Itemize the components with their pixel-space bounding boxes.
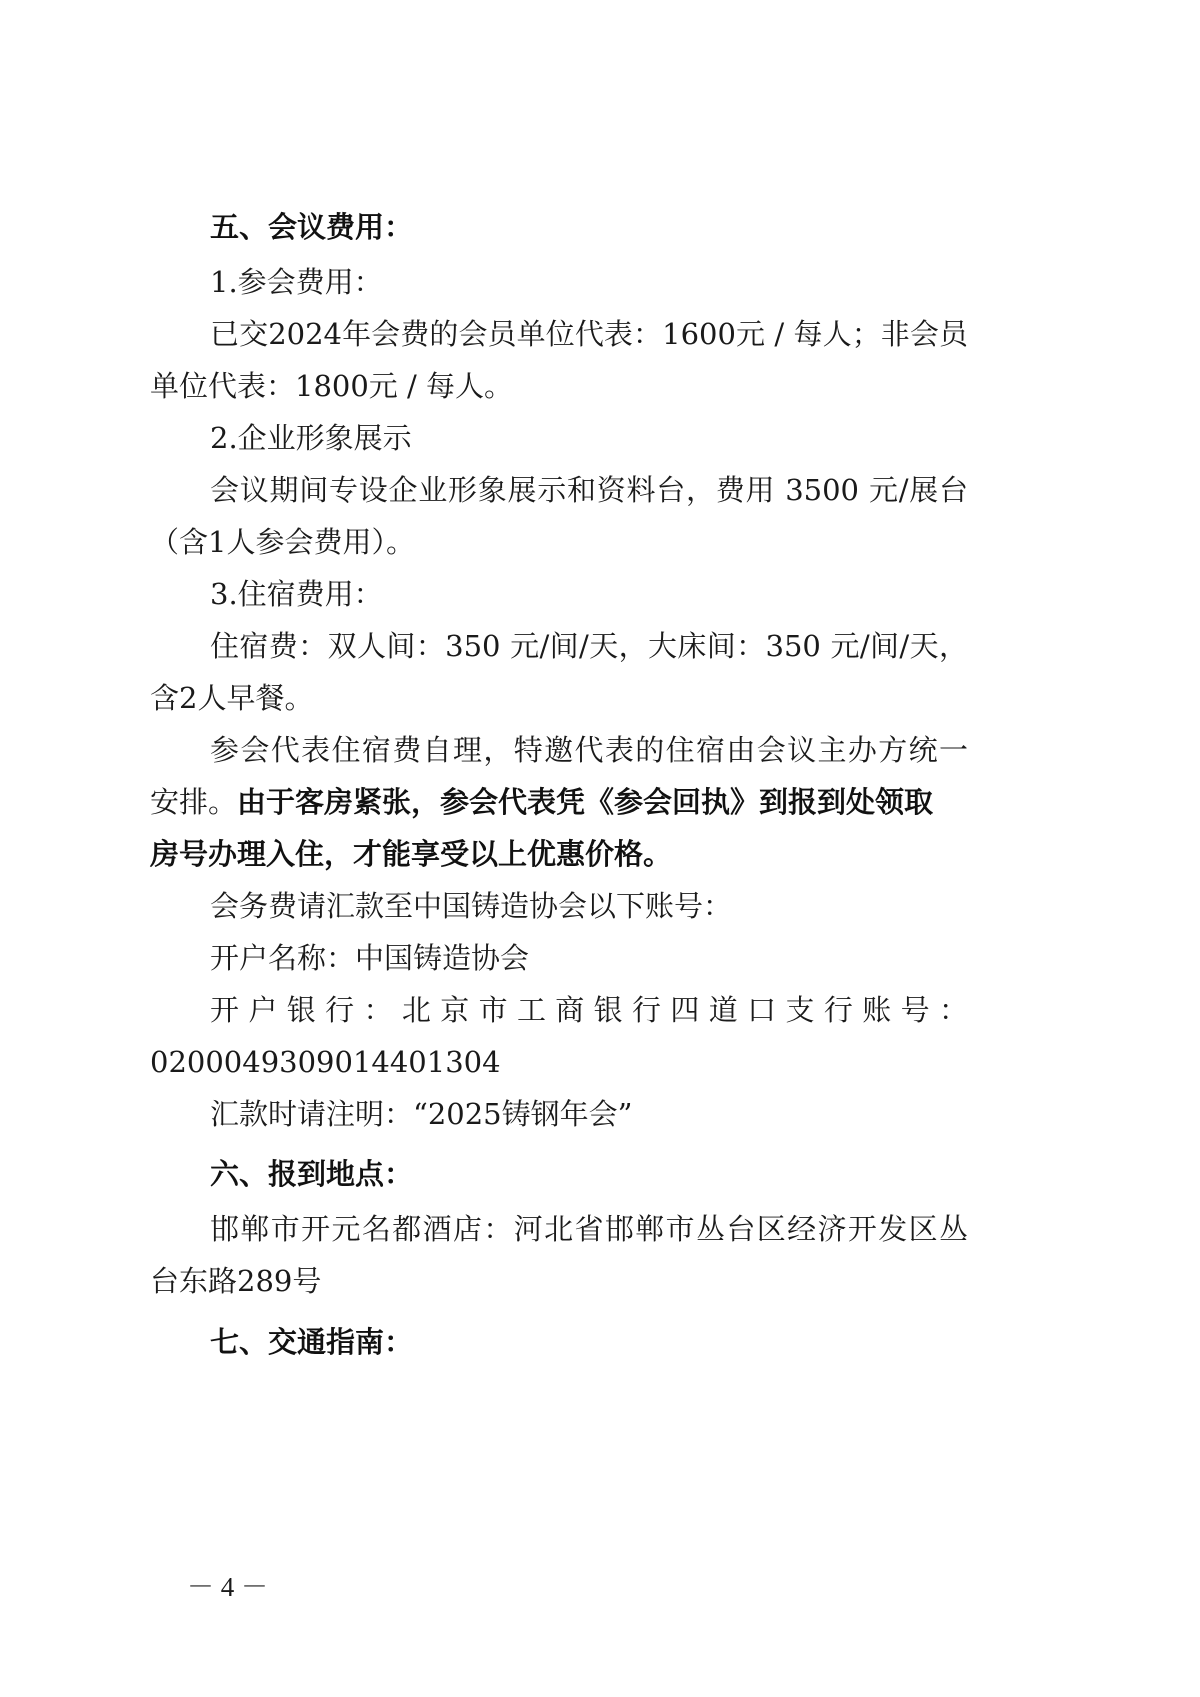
section6-heading: 六、报到地点： (210, 1157, 414, 1191)
page-number: － 4 － (187, 1572, 268, 1602)
item1-title: 1.参会费用： (210, 265, 383, 299)
remit-note: 汇款时请注明：“2025铸钢年会” (210, 1097, 633, 1131)
item2-line1: 会议期间专设企业形象展示和资料台，费用 3500 元/展台 (210, 473, 968, 507)
section7-heading: 七、交通指南： (210, 1325, 414, 1359)
section5-heading: 五、会议费用： (210, 210, 414, 244)
item1-line2: 单位代表：1800元 / 每人。 (150, 369, 514, 403)
note-line1: 参会代表住宿费自理，特邀代表的住宿由会议主办方统一 (210, 733, 968, 767)
item3-line2: 含2人早餐。 (150, 681, 314, 715)
item2-title: 2.企业形象展示 (210, 421, 412, 455)
item1-line1: 已交2024年会费的会员单位代表：1600元 / 每人；非会员 (210, 317, 968, 351)
bank-line: 开户银行：北京市工商银行四道口支行账号： (210, 993, 968, 1027)
note-line2-emphasis: 由于客房紧张，参会代表凭《参会回执》到报到处领取 (237, 785, 934, 819)
note-line3-emphasis: 房号办理入住，才能享受以上优惠价格。 (150, 837, 673, 871)
account-number: 0200049309014401304 (150, 1045, 501, 1079)
item2-line2: （含1人参会费用）。 (150, 525, 415, 559)
item3-title: 3.住宿费用： (210, 577, 383, 611)
note-line2-plain: 安排。 (150, 785, 238, 819)
address-line2: 台东路289号 (150, 1264, 322, 1298)
item3-line1: 住宿费：双人间：350 元/间/天，大床间：350 元/间/天， (210, 629, 968, 663)
note-line2 (150, 782, 1200, 822)
account-name: 开户名称：中国铸造协会 (210, 941, 530, 975)
remit-intro: 会务费请汇款至中国铸造协会以下账号： (210, 889, 733, 923)
address-line1: 邯郸市开元名都酒店：河北省邯郸市丛台区经济开发区丛 (210, 1212, 968, 1246)
